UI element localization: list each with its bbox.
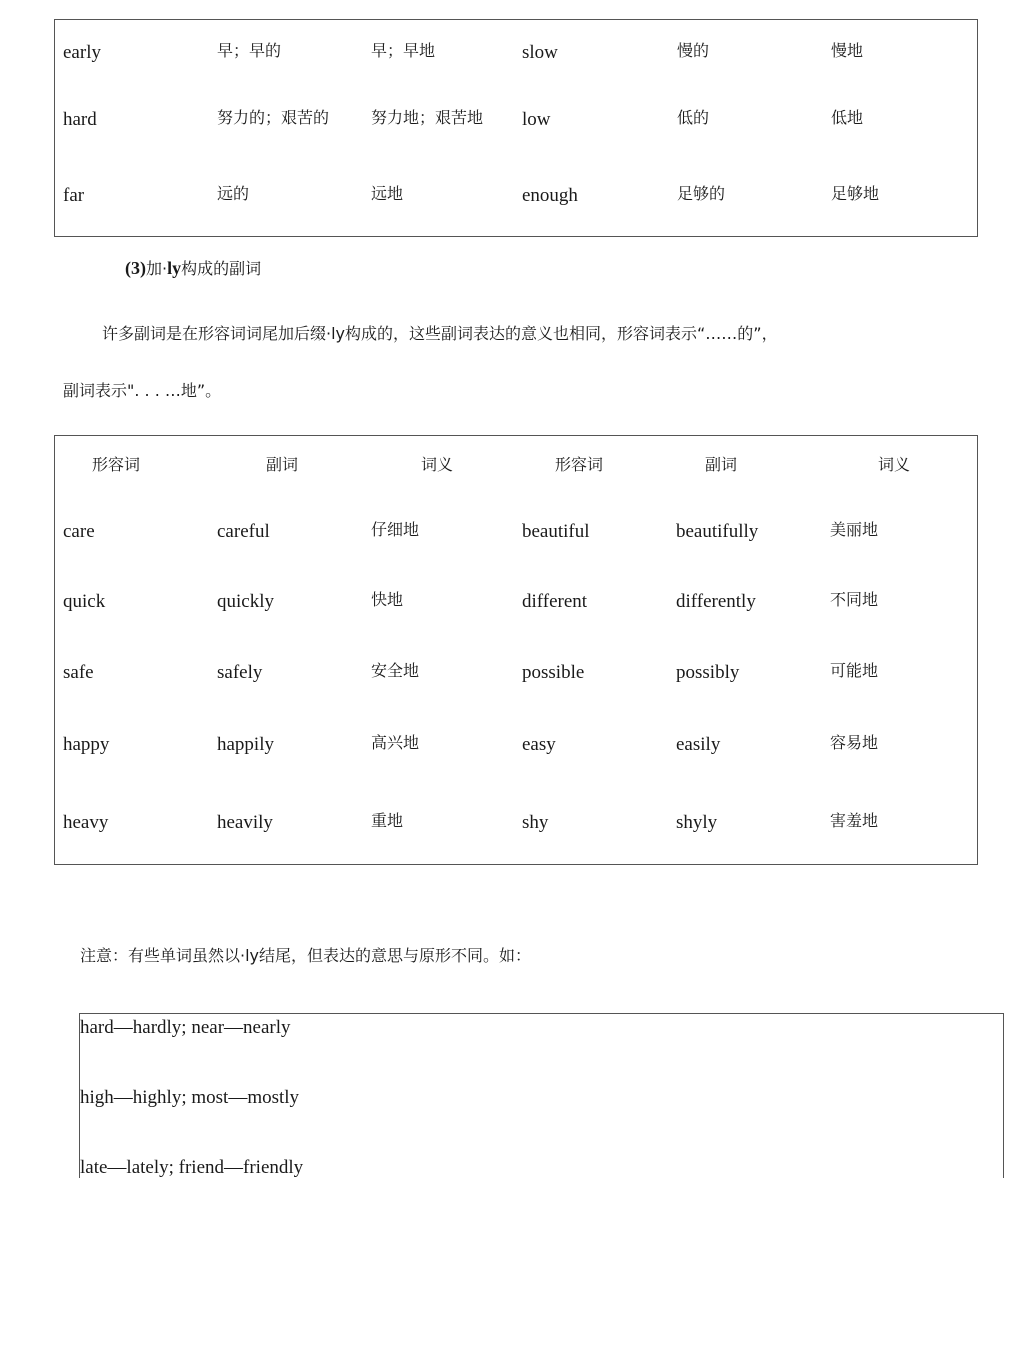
- table-cell: 快地: [371, 590, 404, 609]
- table-cell: quickly: [217, 591, 274, 612]
- table-cell: far: [63, 185, 85, 206]
- table-cell: 仔细地: [371, 520, 420, 539]
- table-cell: beautifully: [676, 521, 759, 542]
- table-cell: 足够地: [831, 184, 880, 203]
- adjective-adverb-table: [54, 435, 978, 865]
- table-cell: careful: [217, 521, 270, 542]
- table-cell: happy: [63, 734, 110, 755]
- table-cell: easily: [676, 734, 721, 755]
- table-cell: 害羞地: [830, 811, 879, 830]
- table-cell: 努力的；艰苦的: [217, 108, 330, 127]
- table-cell: care: [63, 521, 95, 542]
- section-heading: [125, 256, 261, 279]
- section-heading-text-a: 加·: [146, 259, 168, 278]
- table-cell: shy: [522, 812, 549, 833]
- table-cell: 早；早地: [371, 41, 436, 60]
- section-number: (3): [125, 258, 146, 278]
- table-cell: 重地: [371, 811, 404, 830]
- table-cell: early: [63, 42, 101, 63]
- table-cell: 不同地: [830, 590, 879, 609]
- table-cell: easy: [522, 734, 556, 755]
- table-cell: 美丽地: [830, 520, 879, 539]
- table-cell: possible: [522, 662, 585, 683]
- table-header: 词义: [878, 455, 911, 474]
- table-cell: 低地: [831, 108, 864, 127]
- table-header: 副词: [266, 455, 299, 474]
- table-cell: 早；早的: [217, 41, 282, 60]
- table-cell: 低的: [677, 108, 710, 127]
- table-cell: 远地: [371, 184, 404, 203]
- table-header: 形容词: [555, 455, 604, 474]
- table-cell: safely: [217, 662, 263, 683]
- table-cell: 慢的: [677, 41, 710, 60]
- table-cell: beautiful: [522, 521, 590, 542]
- table-cell: 高兴地: [371, 733, 420, 752]
- example-line: hard—hardly; near—nearly: [80, 1017, 291, 1038]
- table-cell: 可能地: [830, 661, 879, 680]
- table-header: 形容词: [92, 455, 141, 474]
- table-cell: safe: [63, 662, 94, 683]
- examples-box: [79, 1013, 1004, 1178]
- example-line: late—lately; friend—friendly: [80, 1157, 304, 1178]
- table-cell: 安全地: [371, 661, 420, 680]
- section-heading-ly: ly: [167, 258, 182, 278]
- section-heading-text-b: 构成的副词: [181, 259, 262, 278]
- table-cell: enough: [522, 185, 578, 206]
- table-cell: slow: [522, 42, 558, 63]
- table-cell: 努力地；艰苦地: [371, 108, 484, 127]
- table-cell: different: [522, 591, 588, 612]
- table-cell: happily: [217, 734, 274, 755]
- table-header: 词义: [421, 455, 454, 474]
- note-text: 注意：有些单词虽然以·ly结尾，但表达的意思与原形不同。如：: [80, 946, 532, 965]
- table-cell: differently: [676, 591, 756, 612]
- intro-line-2: 副词表示". . . …地”。: [63, 381, 222, 400]
- table-cell: low: [522, 109, 551, 130]
- table-cell: heavily: [217, 812, 273, 833]
- table-cell: 慢地: [831, 41, 864, 60]
- comparison-table-1: [54, 19, 978, 237]
- table-cell: 足够的: [677, 184, 726, 203]
- table-cell: hard: [63, 109, 97, 130]
- table-cell: shyly: [676, 812, 718, 833]
- example-line: high—highly; most—mostly: [80, 1087, 300, 1108]
- table-cell: 远的: [217, 184, 250, 203]
- intro-line-1: 许多副词是在形容词词尾加后缀·ly构成的，这些副词表达的意义也相同，形容词表示“……的”，: [102, 324, 778, 343]
- table-cell: 容易地: [830, 733, 879, 752]
- table-header: 副词: [705, 455, 738, 474]
- table-cell: possibly: [676, 662, 740, 683]
- table-cell: heavy: [63, 812, 109, 833]
- table-cell: quick: [63, 591, 106, 612]
